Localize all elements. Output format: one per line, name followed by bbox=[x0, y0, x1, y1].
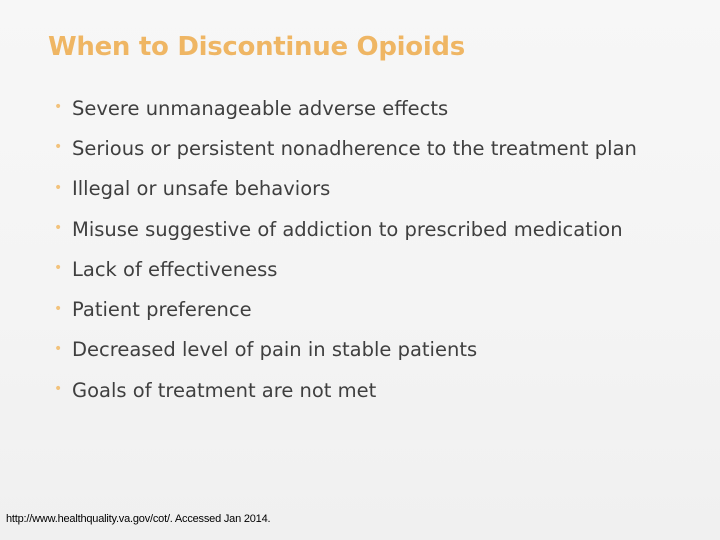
bullet-text: Lack of effectiveness bbox=[72, 257, 278, 281]
list-item bbox=[54, 249, 637, 289]
bullet-text: Misuse suggestive of addiction to prescribed medication bbox=[72, 217, 623, 241]
bullet-icon: • bbox=[54, 381, 63, 398]
bullet-list bbox=[54, 88, 637, 410]
bullet-text: Goals of treatment are not met bbox=[72, 378, 377, 402]
bullet-text: Illegal or unsafe behaviors bbox=[72, 177, 331, 201]
bullet-icon: • bbox=[54, 139, 63, 156]
citation-link[interactable]: http://www.healthquality.va.gov/cot/. Accessed Jan 2014. bbox=[6, 513, 271, 525]
bullet-text: Decreased level of pain in stable patients bbox=[72, 338, 478, 362]
list-item bbox=[54, 370, 637, 410]
bullet-text: Patient preference bbox=[72, 298, 252, 322]
list-item bbox=[54, 88, 637, 128]
list-item bbox=[54, 289, 637, 329]
slide-title: When to Discontinue Opioids bbox=[48, 32, 465, 62]
list-item bbox=[54, 209, 637, 249]
list-item bbox=[54, 128, 637, 168]
bullet-icon: • bbox=[54, 179, 63, 196]
bullet-text: Serious or persistent nonadherence to the treatment plan bbox=[72, 136, 637, 160]
bullet-icon: • bbox=[54, 260, 63, 277]
list-item bbox=[54, 330, 637, 370]
bullet-icon: • bbox=[54, 220, 63, 237]
bullet-text: Severe unmanageable adverse effects bbox=[72, 96, 449, 120]
bullet-icon: • bbox=[54, 300, 63, 317]
bullet-icon: • bbox=[54, 340, 63, 357]
list-item bbox=[54, 169, 637, 209]
bullet-icon: • bbox=[54, 99, 63, 116]
